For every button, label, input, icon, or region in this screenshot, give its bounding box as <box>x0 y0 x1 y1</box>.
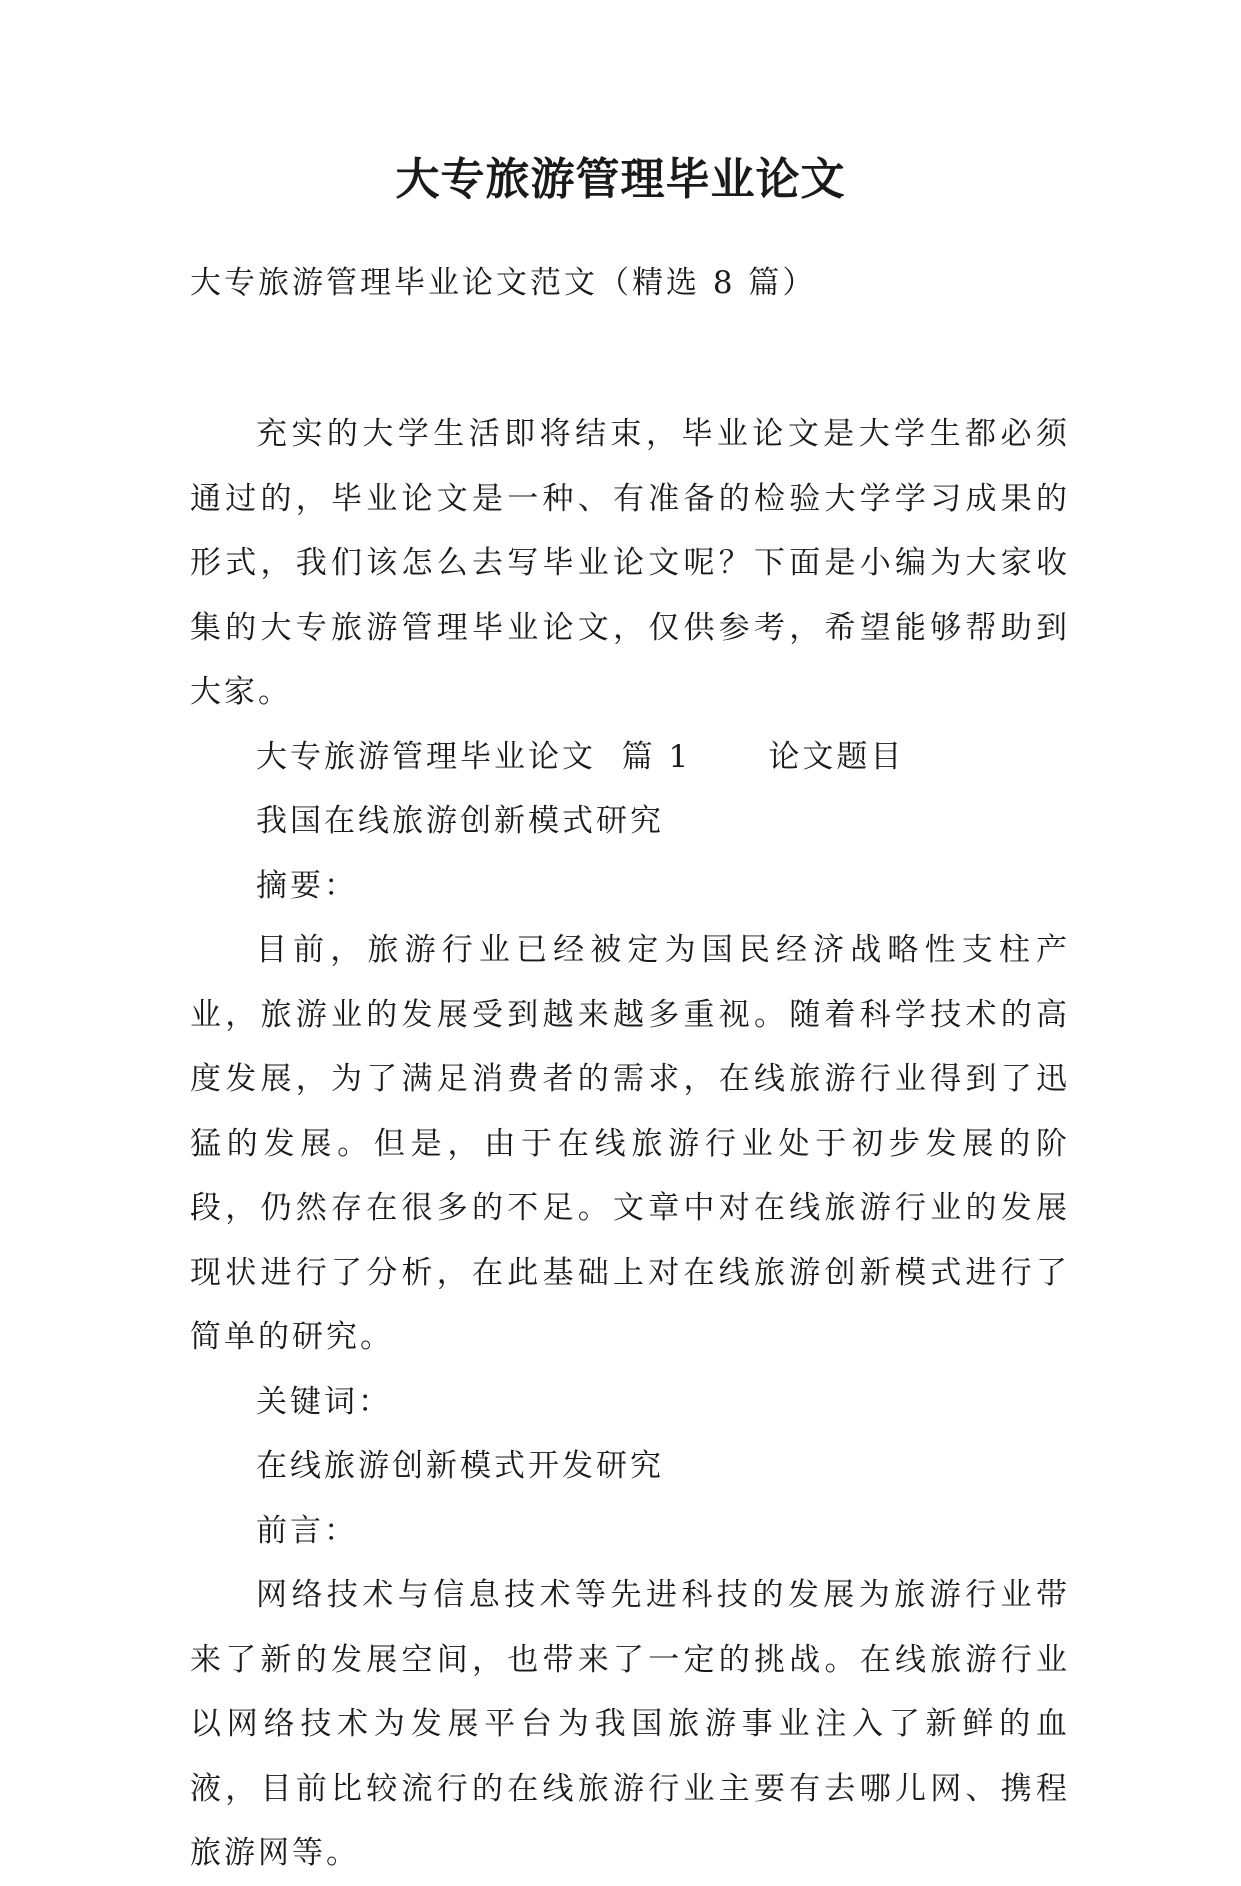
document-subtitle: 大专旅游管理毕业论文范文（精选 8 篇） <box>190 265 817 301</box>
paper-topic: 我国在线旅游创新模式研究 <box>256 803 664 839</box>
keywords-paragraph: 在线旅游创新模式开发研究 <box>256 1448 664 1484</box>
document-body <box>190 402 1070 1886</box>
section-heading: 大专旅游管理毕业论文 篇 1 论文题目 <box>256 738 905 775</box>
keywords-label: 关键词： <box>256 1383 392 1420</box>
abstract-label: 摘要： <box>256 867 358 904</box>
preface-label: 前言： <box>256 1512 358 1549</box>
document-title: 大专旅游管理毕业论文 <box>395 154 846 205</box>
preface-paragraph: 网络技术与信息技术等先进科技的发展为旅游行业带来了新的发展空间，也带来了一定的挑战。在线旅游行业以网络技术为发展平台为我国旅游事业注入了新鲜的血液，目前比较流行的在线旅游行业主要有去哪儿网、携程旅游网等。 <box>190 1577 1070 1871</box>
abstract-paragraph: 目前，旅游行业已经被定为国民经济战略性支柱产业，旅游业的发展受到越来越多重视。随着科学技术的高度发展，为了满足消费者的需求，在线旅游行业得到了迅猛的发展。但是，由于在线旅游行业处于初步发展的阶段，仍然存在很多的不足。文章中对在线旅游行业的发展现状进行了分析，在此基础上对在线旅游创新模式进行了简单的研究。 <box>190 932 1070 1355</box>
intro-paragraph: 充实的大学生活即将结束，毕业论文是大学生都必须通过的，毕业论文是一种、有准备的检验大学学习成果的形式，我们该怎么去写毕业论文呢？下面是小编为大家收集的大专旅游管理毕业论文，仅供参考，希望能够帮助到大家。 <box>190 416 1070 710</box>
